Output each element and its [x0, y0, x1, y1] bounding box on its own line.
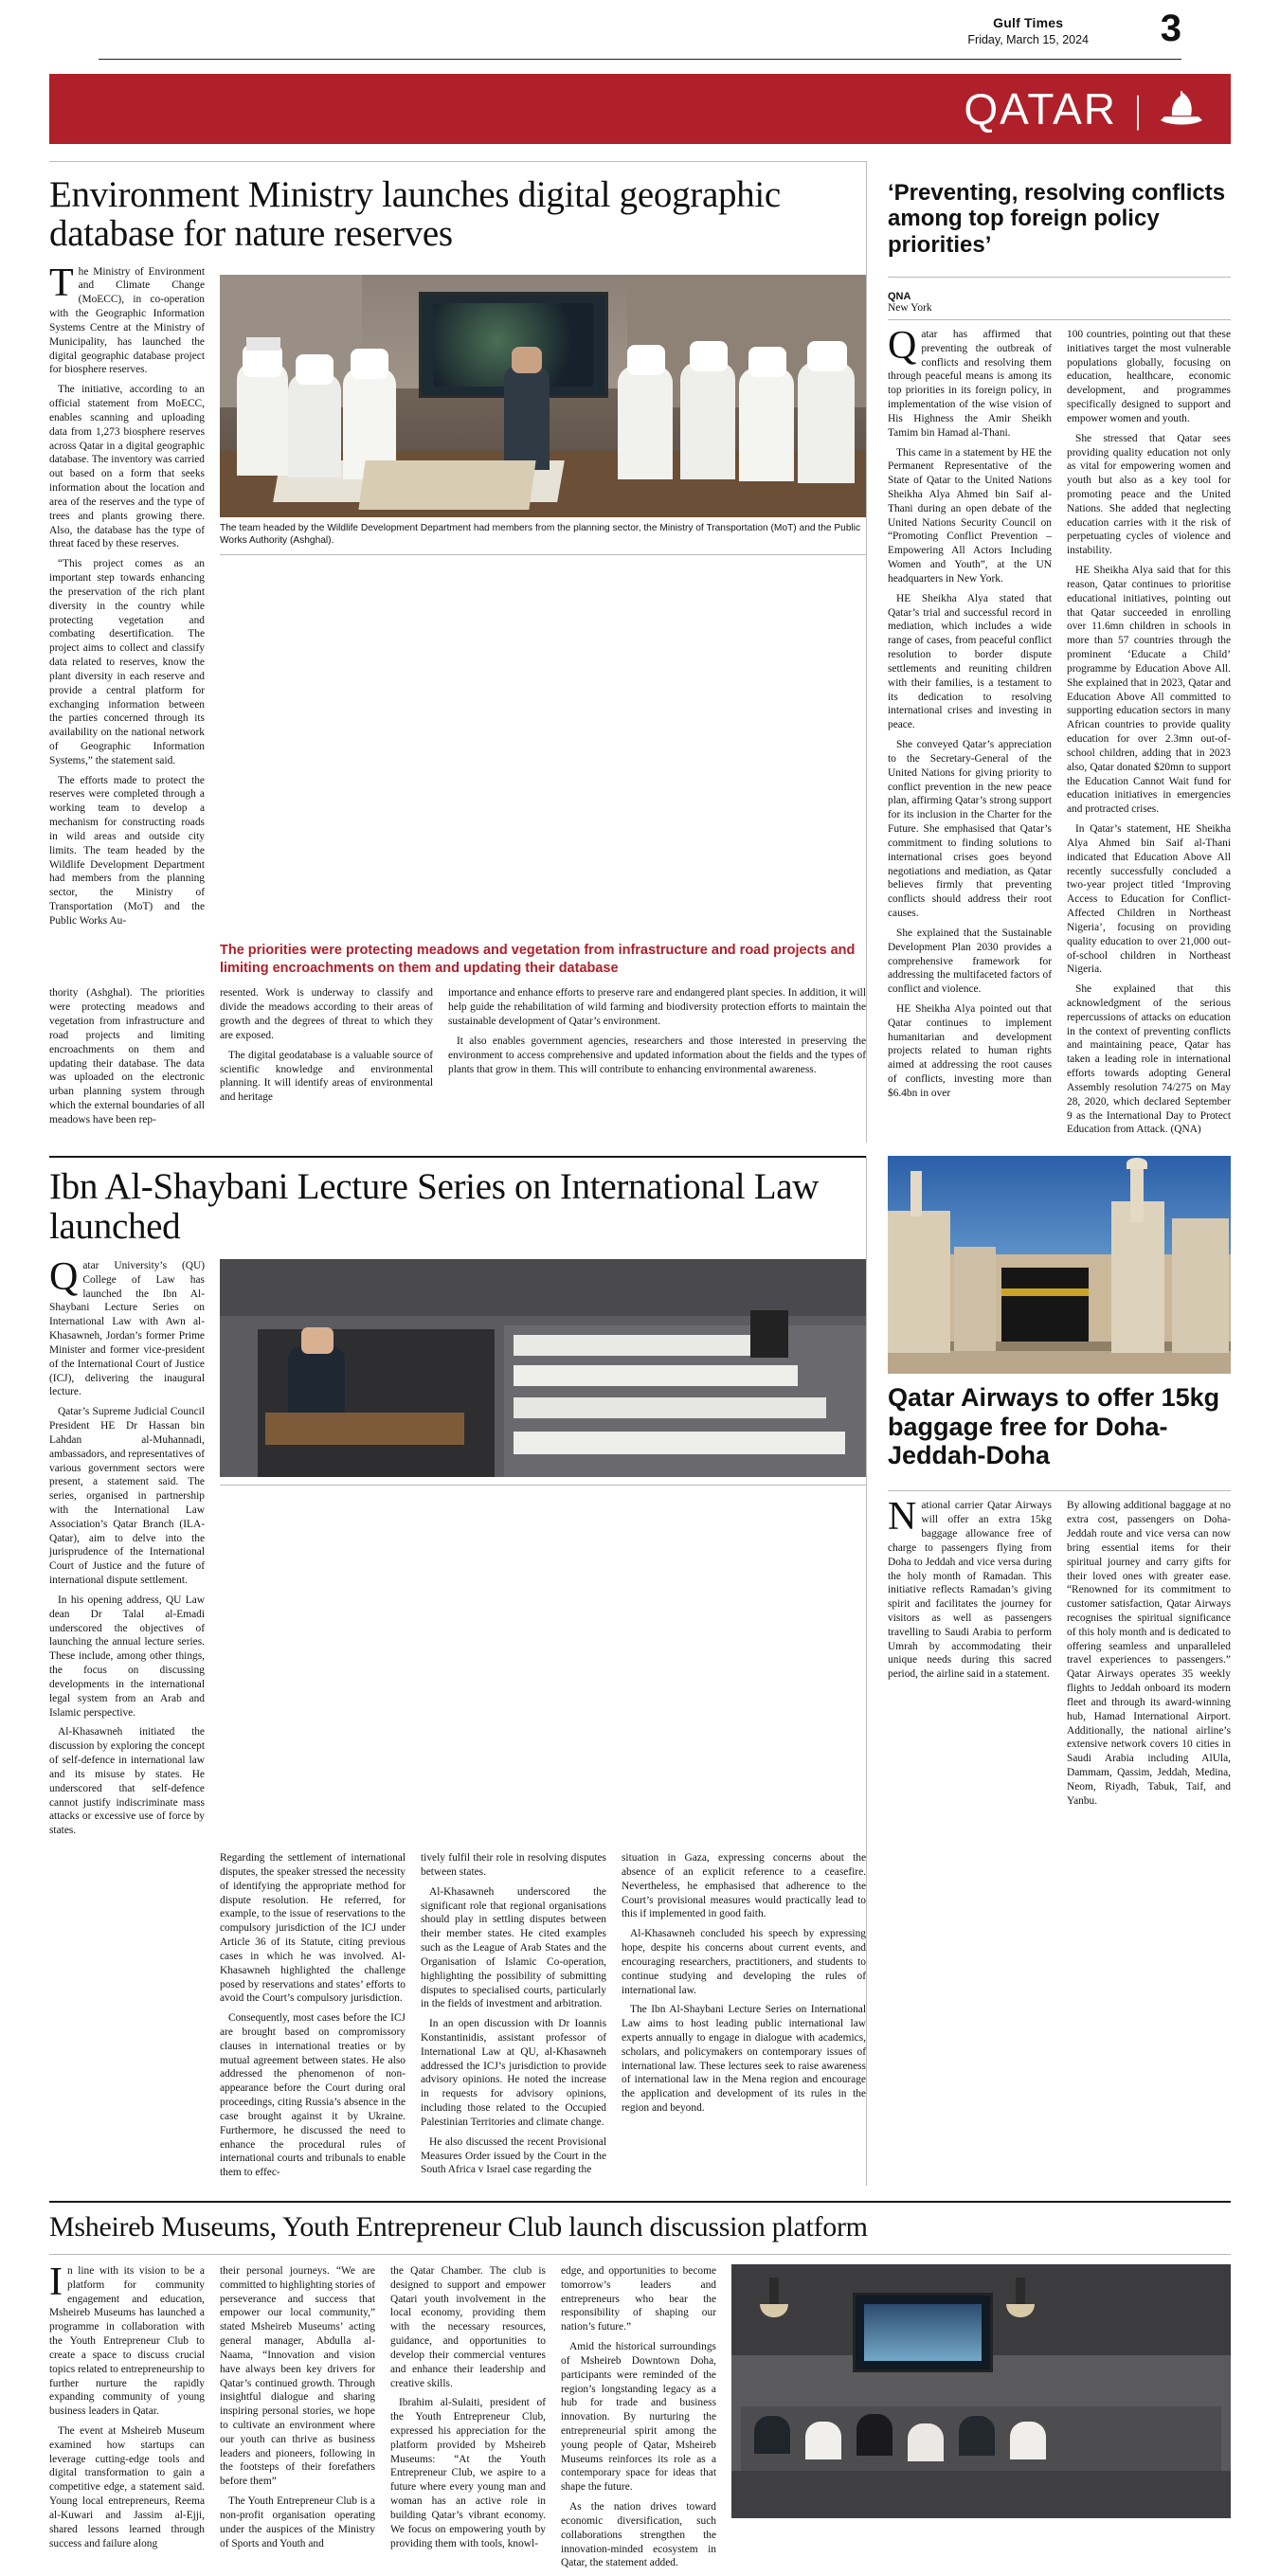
rail-dateline: New York [888, 301, 932, 314]
story-foreign-policy [866, 161, 1231, 1143]
story1-column-4 [448, 986, 866, 1132]
divider [49, 2254, 1231, 2255]
paragraph: Consequently, most cases before the ICJ are brought based on compromissory clauses in international treaties or by mutual agreement between states. He also addressed the phenomenon of non-appearance before the Court during oral proceedings, citing Russia’s absence in the case brought against it by Ukraine. Furthermore, he discussed the need to enhance the procedural rules of international courts and tribunals to enable them to effec- [220, 2012, 406, 2179]
paragraph: As the nation drives toward economic diversification, such collaborations strengthen the innovation-minded ecosystem in Qatar, the statement added. [561, 2501, 716, 2569]
story2-column-3 [421, 1851, 606, 2186]
story-ibn-al-shaybani [49, 1156, 866, 2186]
story2-column-1 [49, 1254, 205, 1844]
bottom-column-4 [561, 2264, 716, 2576]
divider [888, 1490, 1231, 1491]
paragraph: The digital geodatabase is a valuable source of scientific knowledge and environmental planning. It will identify areas of environmental and heritage [220, 1049, 433, 1104]
story1-headline: Environment Ministry launches digital geographic database for nature reserves [49, 174, 781, 255]
paragraph: By allowing additional baggage at no extra cost, passengers on Doha-Jeddah route and vice versa can now bring essential items for their spiritual journey and carry gifts for their loved ones with greater ease. “Renowned for its commitment to customer satisfaction, Qatar Airways recognises the spiritual significance of this holy month and is dedicated to offering seamless and unparalleled travel experiences to passengers.” Qatar Airways operates 35 weekly flights to Jeddah onboard its modern fleet and through its award-winning hub, Hamad International Airport. Additionally, the national airline’s extensive network covers 10 cities in Saudi Arabia including AlUla, Dammam, Qassim, Jeddah, Medina, Neom, Riyadh, Tabuk, Taif, and Yanbu. [1067, 1500, 1231, 1807]
story2-column-4 [622, 1851, 866, 2186]
paragraph: In line with its vision to be a platform for community engagement and education, Msheireb Museums has launched a programme in collaboration with the Youth Entrepreneur Club to create a space to discuss crucial topics related to entrepreneurship to further nurture the rapidly expanding community of young business leaders in Qatar. [49, 2260, 205, 2418]
paragraph: their personal journeys. “We are committed to highlighting stories of perseverance and success that empower our local community,” stated Msheireb Museums’ acting general manager, Abdulla al-Naama, “Innovation and vision have always been key drivers for Qatar’s continued growth. Through insightful dialogue and sharing inspiring personal stories, we hope to cultivate an environment where our youth can thrive as business leaders and pioneers, following in the footsteps of their forefathers before them” [220, 2264, 375, 2488]
top-section [49, 161, 1231, 1143]
divider [220, 1485, 866, 1486]
story2-headline: Ibn Al-Shaybani Lecture Series on International Law launched [49, 1166, 820, 1247]
paragraph: This came in a statement by HE the Permanent Representative of the State of Qatar to the United Nations Sheikha Alya Ahmed bin Saif al-Thani during an open debate of the United Nations Security Council on “Promoting Conflict Prevention – Empowering All Actors Including Women and Youth”, at the UN headquarters in New York. [888, 446, 1052, 585]
bottom-photo [731, 2264, 1231, 2518]
bottom-column-1 [49, 2260, 205, 2576]
paragraph: The initiative, according to an official statement from MoECC, enables scanning and uploading data from 1,273 biosphere reserves across Qatar in a digital geographic database. The inventory was carried out based on a form that seeks information about the location and area of the reserves and the type of trees and plants growing there. Also, the database has the type of threat faced by these reserves. [49, 384, 205, 550]
paragraph: tively fulfil their role in resolving disputes between states. [421, 1852, 606, 1878]
divider [49, 161, 866, 162]
story1-photo-block [220, 265, 866, 934]
paragraph: edge, and opportunities to become tomorrow’s leaders and entrepreneurs who bear the responsibility of shaping our nation’s future.” [561, 2264, 716, 2333]
paragraph: In his opening address, QU Law dean Dr Talal al-Emadi underscored the objectives of launching the annual lecture series. These include, among other things, the focus on discussing developments in the international legal system from an Arab and Islamic perspective. [49, 1594, 205, 1719]
paragraph: She stressed that Qatar sees providing quality education not only as vital for empowering women and youth but also as a key tool for promoting peace and the United Nations. She added that neglecting education carries with it the risk of perpetuating cycles of violence and instability. [1067, 432, 1231, 557]
story1-column-1-cont [49, 942, 205, 978]
paragraph: The efforts made to protect the reserves were completed through a working team to develop a mechanism for constructing roads in wild areas and outside city limits. The team headed by the Wildlife Development Department had members from the planning sector, the Ministry of Transportation (MoT) and the Public Works Au- [49, 774, 205, 927]
paragraph: Qatar has affirmed that preventing the outbreak of conflicts and resolving them through peaceful means is among its top priorities in its foreign policy, in implementation of the wise vision of His Highness the Amir Sheikh Tamim bin Hamad al-Thani. [888, 323, 1052, 439]
masthead-rule [99, 59, 1181, 60]
bottom-headline: Msheireb Museums, Youth Entrepreneur Club launch discussion platform [49, 2211, 868, 2243]
story-msheireb-museums [49, 2201, 1231, 2576]
divider [220, 554, 866, 555]
paragraph: Al-Khasawneh initiated the discussion by exploring the concept of self-defence in international law and its misuse by states. He underscored that self-defence cannot justify indiscriminate mass attacks or excessive use of force by states. [49, 1726, 205, 1837]
bottom-photo-block [731, 2264, 1231, 2576]
paragraph: She explained that the Sustainable Development Plan 2030 provides a comprehensive framework for addressing the multifaceted factors of conflict and violence. [888, 927, 1052, 996]
story2-column-2 [220, 1851, 406, 2186]
paragraph: He also discussed the recent Provisional Measures Order issued by the Court in the South Africa v Israel case regarding the [421, 2135, 606, 2176]
paragraph: Qatar’s Supreme Judicial Council President HE Dr Hassan bin Lahdan al-Muhannadi, ambassadors, and representatives of various government sectors were present, a statement said. The series, organised in partnership with the International Law Association’s Qatar Branch (ILA-Qatar), aim to delve into the jurisprudence of the International Court of Justice and the future of international dispute settlement. [49, 1406, 205, 1587]
paragraph: Al-Khasawneh underscored the significant role that regional organisations should play in settling disputes between their member states. He cited examples such as the League of Arab States and the Organisation of Islamic Co-operation, highlighting the possibility of submitting disputes to specialised courts, particularly in the fields of investment and arbitration. [421, 1885, 606, 2010]
paragraph: HE Sheikha Alya stated that Qatar’s trial and successful record in mediation, which includes a wide range of cases, from peaceful conflict resolution to border dispute settlements and reuniting children with their families, is a testament to its dedication to resolving international crises and investing in peace. [888, 592, 1052, 731]
divider [49, 1156, 866, 1158]
story2-spacer [49, 1851, 205, 2186]
masthead [49, 0, 1231, 68]
story1-column-1 [49, 261, 205, 934]
paragraph: She conveyed Qatar’s appreciation to the Secretary-General of the United Nations for giving priority to conflict prevention in the new peace plan, affirming Qatar’s strong support for its inclusion in the Charter for the Future. She emphasised that Qatar’s commitment to finding solutions to international crises goes beyond negotiations and mediation, as Qatar believes firmly that preventing conflicts should address their root causes. [888, 739, 1052, 920]
divider [49, 2201, 1231, 2203]
paragraph: 100 countries, pointing out that these initiatives target the most vulnerable populations globally, focusing on education, healthcare, economic development, and programmes specifically designed to support and empower women and youth. [1067, 328, 1231, 424]
bottom-column-2 [220, 2264, 375, 2576]
story1-caption: The team headed by the Wildlife Development Department had members from the planning sector, the Ministry of Transportation (MoT) and the Public Works Authority (Ashghal). [220, 522, 861, 546]
masthead-center [967, 15, 1089, 46]
story1-photo [220, 275, 866, 517]
paragraph: The Ministry of Environment and Climate Change (MoECC), in co-operation with the Geographic Information Systems Centre at the Ministry of Municipality, has launched the digital geographic database project for biosphere reserves. [49, 261, 205, 376]
qatar-airways-headline: Qatar Airways to offer 15kg baggage free for Doha-Jeddah-Doha [888, 1383, 1220, 1469]
story-environment-ministry [49, 161, 866, 1143]
divider [888, 277, 1231, 278]
paragraph: situation in Gaza, expressing concerns about the absence of an explicit reference to a ceasefire. Nevertheless, he emphasised that adherence to the Court’s provisional measures would practically lead to this if implemented in good faith. [622, 1852, 866, 1920]
paragraph: National carrier Qatar Airways will offer an extra 15kg baggage allowance free of charge to passengers flying from Doha to Jeddah and vice versa during the holy month of Ramadan. This initiative reflects Ramadan’s giving spirit and facilitates the journey for visitors as well as passengers travelling to Saudi Arabia to perform Umrah by accommodating their unique needs during this sacred period, the airline said in a statement. [888, 1495, 1052, 1681]
paragraph: Amid the historical surroundings of Msheireb Downtown Doha, participants were reminded of the region’s longstanding legacy as a hub for trade and business innovation. By nurturing the entrepreneurial spirit among the young people of Qatar, Msheireb Museums reinforces its role as a contemporary space for ideas that shape the future. [561, 2341, 716, 2494]
dhow-logo-icon [1157, 88, 1206, 130]
paragraph: HE Sheikha Alya said that for this reason, Qatar continues to prioritise educational initiatives, pointing out that Qatar succeeded in enrolling over 11.6mn children in schools in more than 57 countries through the prominent ‘Educate a Child’ programme by Education Above All. She explained that in 2023, Qatar and Education Above All committed to supporting education sectors in many African countries to provide quality education for over 2.3mn out-of-school children, adding that in 2023 also, Qatar donated $20mn to support the Education Cannot Wait fund for education initiatives in emergencies and protracted crises. [1067, 565, 1231, 816]
issue-date: Friday, March 15, 2024 [967, 33, 1089, 46]
section-banner [49, 74, 1231, 144]
rail-headline: ‘Preventing, resolving conflicts among top foreign policy priorities’ [888, 179, 1226, 258]
rail-column-2 [1067, 328, 1231, 1143]
story-qatar-airways [866, 1156, 1231, 2186]
story2-photo [220, 1259, 866, 1477]
paragraph: Regarding the settlement of international disputes, the speaker stressed the necessity of identifying the appropriate method for dispute resolution. He referred, for example, to the issue of reservations to the compulsory jurisdiction of the ICJ under Article 36 of its Statute, citing previous cases in which he was involved. Al-Khasawneh highlighted the challenge posed by reservations and states’ efforts to avoid the Court’s compulsory jurisdiction. [220, 1852, 406, 2005]
paragraph: “This project comes as an important step towards enhancing the preservation of the rich plant diversity in the country while protecting vegetation and combating desertification. The project aims to collect and classify data related to reserves, know the plant diversity in each reserve and provide a central platform for exchanging information between the parties concerned through its availability on the national network of Geographic Information Systems,” the statement said. [49, 558, 205, 766]
story2-photo-block [220, 1259, 866, 1844]
rail-column-1 [888, 323, 1052, 1143]
paragraph: Al-Khasawneh concluded his speech by expressing hope, despite his concerns about current events, and encouraging researchers, practitioners, and students to continue studying and developing the rules of international law. [622, 1928, 866, 1996]
qatar-airways-photo [888, 1156, 1231, 1374]
paragraph: The Ibn Al-Shaybani Lecture Series on International Law aims to host leading public international law experts annually to engage in dialogue with academics, scholars, and policymakers on contemporary issues of international law. These lectures seek to raise awareness of international law in the Mena region and encourage the application and development of its rules in the region and beyond. [622, 2004, 866, 2115]
bottom-column-3 [390, 2264, 546, 2576]
section-title: QATAR [964, 84, 1117, 134]
paragraph: the Qatar Chamber. The club is designed to support and empower Qatari youth involvement in the local economy, providing them with the necessary resources, guidance, and opportunities to develop their commercial ventures and enhance their leadership and creative skills. [390, 2264, 546, 2389]
paragraph: In an open discussion with Dr Ioannis Konstantinidis, assistant professor of International Law at QU, al-Khasawneh addressed the ICJ’s jurisdiction to provide advisory opinions. He noted the increase in requests for advisory opinions, including those related to the Occupied Palestinian Territories and climate change. [421, 2018, 606, 2128]
page-number: 3 [1160, 8, 1181, 49]
paragraph: importance and enhance efforts to preserve rare and endangered plant species. In addition, it will help guide the rehabilitation of wild farming and biodiversity protection efforts to maintain the sustainable development of Qatar’s environment. [448, 987, 866, 1028]
paragraph: thority (Ashghal). The priorities were protecting meadows and vegetation from infrastructure and road projects and limiting encroachments on them and updating their database. The data was uploaded on the electronic urban planning system through which the external boundaries of all meadows have been rep- [49, 987, 205, 1126]
story1-kicker: The priorities were protecting meadows and vegetation from infrastructure and road projects and limiting encroachments on them and updating their database [220, 942, 856, 976]
banner-separator: | [1133, 87, 1142, 131]
rail-agency: QNA [888, 290, 911, 302]
paper-name: Gulf Times [993, 15, 1064, 30]
paragraph: Ibrahim al-Sulaiti, president of the Youth Entrepreneur Club, expressed his appreciation for the platform provided by Msheireb Museums: “At the Youth Entrepreneur Club, we aspire to a future where every young man and woman has an active role in building Qatar’s vibrant economy. We focus on empowering youth by providing them with tools, knowl- [390, 2397, 546, 2549]
qatar-airways-column-2 [1067, 1499, 1231, 1813]
story1-column-3 [220, 986, 433, 1132]
paragraph: The Youth Entrepreneur Club is a non-profit organisation operating under the auspices of the Ministry of Sports and Youth and [220, 2495, 375, 2549]
middle-section [49, 1156, 1231, 2186]
qatar-airways-column-1 [888, 1495, 1052, 1813]
paragraph: The event at Msheireb Museum examined how startups can leverage cutting-edge tools and digital transformation to gain a competitive edge, a statement said. Young local entrepreneurs, Reema al-Kuwari and Jassim al-Ejji, shared lessons learned through success and failure along [49, 2425, 205, 2549]
paragraph: In Qatar’s statement, HE Sheikha Alya Ahmed bin Saif al-Thani indicated that Education Above All recently successfully concluded a two-year project titled ‘Improving Access to Education for Conflict-Affected Children in Northeast Nigeria’, focusing on providing quality education to over 21,000 out-of-school children in Northeast Nigeria. [1067, 823, 1231, 976]
paragraph: resented. Work is underway to classify and divide the meadows according to their areas of growth and the degrees of threat to which they are exposed. [220, 987, 433, 1041]
story1-column-2 [49, 986, 205, 1132]
paragraph: It also enables government agencies, researchers and those interested in preserving the environment to access comprehensive and updated information about the fields and the types of plants that grow in them. This will contribute to enhancing environmental awareness. [448, 1035, 866, 1075]
paragraph: She explained that this acknowledgment of the serious repercussions of attacks on education in the context of preventing conflicts and maintaining peace, Qatar has taken a leading role in international efforts towards adopting General Assembly resolution 74/275 on May 28, 2020, which declared September 9 as the International Day to Protect Education from Attack. (QNA) [1067, 983, 1231, 1136]
paragraph: Qatar University’s (QU) College of Law has launched the Ibn Al-Shaybani Lecture Series on International Law with Awn al-Khasawneh, Jordan’s former Prime Minister and former vice-president of the International Court of Justice (ICJ), delivering the inaugural lecture. [49, 1254, 205, 1398]
divider [888, 319, 1231, 320]
paragraph: HE Sheikha Alya pointed out that Qatar continues to implement humanitarian and development projects related to human rights aimed at addressing the root causes of conflicts, investing more than $6.4bn in over [888, 1002, 1052, 1099]
